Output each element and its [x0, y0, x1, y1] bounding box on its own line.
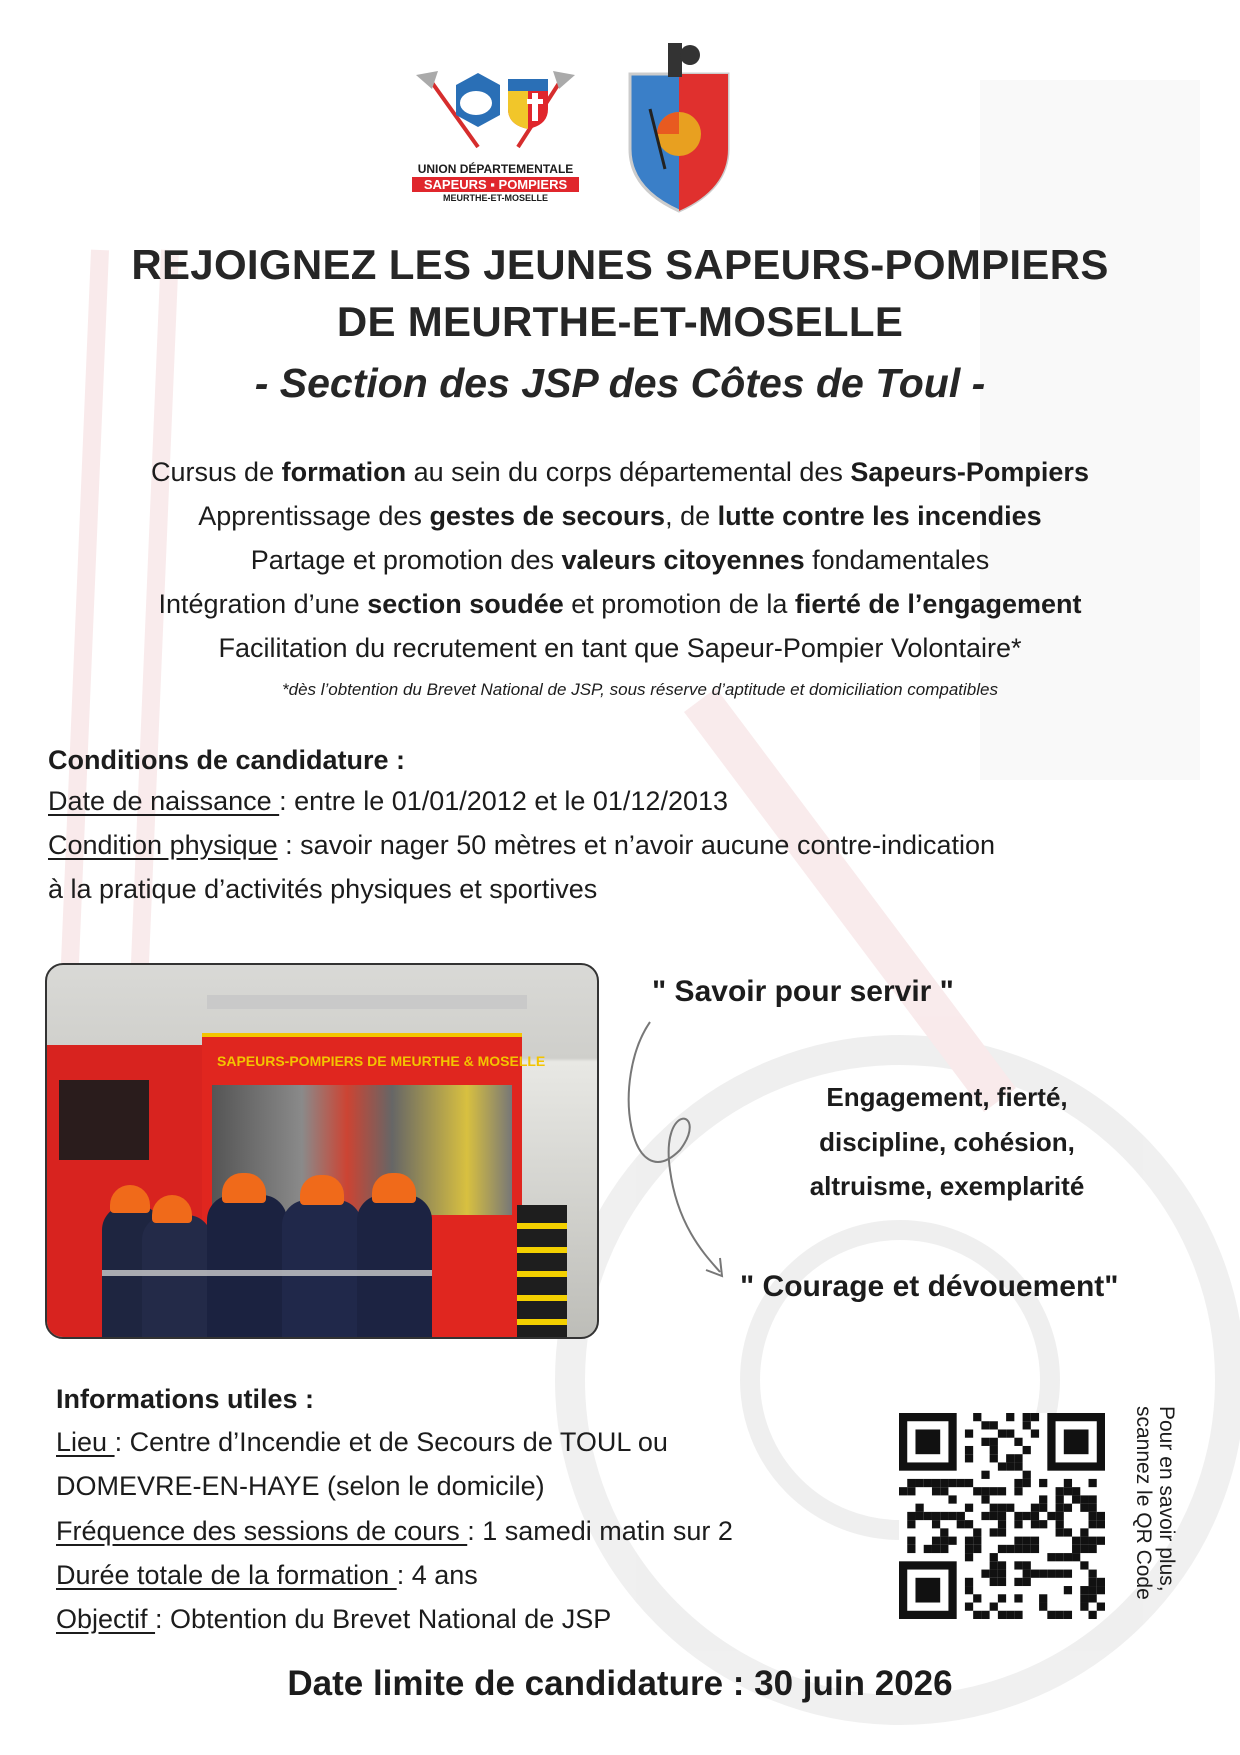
qr-module	[998, 1462, 1006, 1470]
value-line-2: discipline, cohésion,	[819, 1127, 1075, 1157]
qr-module	[990, 1421, 998, 1429]
qr-module	[1039, 1570, 1047, 1578]
shield-icon	[620, 39, 738, 214]
place-value: : Centre d’Incendie et de Secours de TOUL ou	[114, 1427, 668, 1457]
qr-module	[1089, 1586, 1097, 1594]
qr-module	[1097, 1537, 1105, 1545]
qr-finder	[915, 1578, 940, 1603]
qr-module	[973, 1594, 981, 1602]
qr-module	[981, 1512, 989, 1520]
qr-module	[1023, 1479, 1031, 1487]
qr-module	[940, 1545, 948, 1553]
union-region: MEURTHE-ET-MOSELLE	[443, 193, 548, 203]
qr-module	[998, 1512, 1006, 1520]
duration-value: : 4 ans	[396, 1560, 478, 1590]
qr-module	[990, 1446, 998, 1454]
qr-module	[1089, 1578, 1097, 1586]
qr-module	[1014, 1520, 1022, 1528]
place-label: Lieu	[56, 1427, 115, 1457]
qr-module	[973, 1487, 981, 1495]
qr-module	[1064, 1570, 1072, 1578]
qr-module	[1089, 1570, 1097, 1578]
qr-module	[1031, 1429, 1039, 1437]
benefit-line	[0, 499, 1240, 533]
qr-module	[1080, 1495, 1088, 1503]
qr-module	[924, 1545, 932, 1553]
qr-module	[1039, 1479, 1047, 1487]
qr-module	[1064, 1528, 1072, 1536]
qr-module	[1014, 1454, 1022, 1462]
qr-module	[1089, 1479, 1097, 1487]
qr-module	[1097, 1520, 1105, 1528]
qr-module	[990, 1438, 998, 1446]
qr-module	[1023, 1421, 1031, 1429]
birth-date-label: Date de naissance	[48, 786, 280, 816]
qr-module	[965, 1429, 973, 1437]
qr-module	[957, 1512, 965, 1520]
qr-caption-line1: Pour en savoir plus,	[1155, 1406, 1178, 1592]
qr-module	[1080, 1504, 1088, 1512]
union-subtitle: SAPEURS ▪ POMPIERS	[412, 177, 579, 192]
qr-module	[907, 1479, 915, 1487]
qr-module	[1072, 1495, 1080, 1503]
qr-module	[1006, 1429, 1014, 1437]
qr-module	[1080, 1528, 1088, 1536]
info-duration	[56, 1560, 478, 1591]
benefit-line	[0, 587, 1240, 621]
physical-condition	[48, 830, 995, 861]
qr-module	[1056, 1495, 1064, 1503]
physical-value: : savoir nager 50 mètres et n’avoir aucune contre-indication	[277, 830, 996, 860]
qr-module	[1023, 1471, 1031, 1479]
firefighters	[102, 1195, 432, 1339]
qr-module	[1064, 1611, 1072, 1619]
qr-module	[1047, 1611, 1055, 1619]
application-deadline: Date limite de candidature : 30 juin 2026	[287, 1664, 953, 1703]
qr-module	[965, 1586, 973, 1594]
qr-module	[1014, 1611, 1022, 1619]
qr-module	[1031, 1413, 1039, 1421]
qr-module	[915, 1504, 923, 1512]
benefit-text: Apprentissage des	[198, 501, 430, 531]
qr-module	[1014, 1462, 1022, 1470]
goal-value: : Obtention du Brevet National de JSP	[155, 1604, 612, 1634]
qr-module	[1031, 1570, 1039, 1578]
page-title-line2: DE MEURTHE-ET-MOSELLE	[336, 298, 904, 345]
curved-arrow-icon	[620, 1000, 760, 1300]
frequency-value: : 1 samedi matin sur 2	[467, 1516, 733, 1546]
qr-module	[1080, 1545, 1088, 1553]
qr-module	[1006, 1504, 1014, 1512]
qr-module	[1097, 1578, 1105, 1586]
qr-module	[948, 1537, 956, 1545]
qr-module	[1097, 1603, 1105, 1611]
qr-module	[1072, 1545, 1080, 1553]
qr-module	[1023, 1413, 1031, 1421]
qr-module	[1056, 1504, 1064, 1512]
fire-truck-photo	[45, 963, 599, 1339]
qr-module	[965, 1446, 973, 1454]
qr-caption-line2: scannez le QR Code	[1132, 1406, 1155, 1600]
qr-module	[1023, 1561, 1031, 1569]
benefit-emphasis: Sapeurs-Pompiers	[850, 457, 1089, 487]
qr-module	[973, 1611, 981, 1619]
qr-module	[924, 1512, 932, 1520]
qr-module	[907, 1545, 915, 1553]
frequency-label: Fréquence des sessions de cours	[56, 1516, 468, 1546]
jsp-shield-logo	[620, 39, 738, 214]
motto-top: " Savoir pour servir "	[652, 975, 954, 1008]
value-line-1: Engagement, fierté,	[826, 1082, 1068, 1112]
qr-module	[1006, 1611, 1014, 1619]
physical-label: Condition physique	[48, 830, 278, 860]
qr-module	[1031, 1504, 1039, 1512]
qr-module	[1064, 1553, 1072, 1561]
benefit-emphasis: section soudée	[367, 589, 564, 619]
qr-module	[1072, 1553, 1080, 1561]
page-subtitle: - Section des JSP des Côtes de Toul -	[254, 360, 986, 406]
qr-module	[998, 1594, 1006, 1602]
qr-module	[990, 1603, 998, 1611]
info-place	[56, 1427, 668, 1458]
qr-module	[998, 1528, 1006, 1536]
qr-module	[924, 1479, 932, 1487]
qr-module	[1089, 1611, 1097, 1619]
info-frequency	[56, 1516, 733, 1547]
benefits-list	[0, 455, 1240, 675]
qr-module	[1023, 1537, 1031, 1545]
birth-date-condition	[48, 786, 728, 817]
qr-module	[965, 1553, 973, 1561]
qr-module	[1089, 1545, 1097, 1553]
qr-module	[1089, 1520, 1097, 1528]
qr-finder	[1064, 1429, 1089, 1454]
qr-module	[1014, 1487, 1022, 1495]
qr-module	[1023, 1570, 1031, 1578]
qr-module	[1031, 1512, 1039, 1520]
turnout-gear	[517, 1205, 567, 1339]
qr-module	[1014, 1594, 1022, 1602]
qr-module	[1006, 1413, 1014, 1421]
qr-module	[1039, 1520, 1047, 1528]
qr-finder	[915, 1429, 940, 1454]
qr-module	[1014, 1545, 1022, 1553]
duration-label: Durée totale de la formation	[56, 1560, 397, 1590]
union-departementale-logo	[408, 67, 583, 203]
info-goal	[56, 1604, 611, 1635]
qr-module	[1056, 1570, 1064, 1578]
benefit-text: Cursus de	[151, 457, 282, 487]
qr-module	[990, 1512, 998, 1520]
qr-module	[940, 1512, 948, 1520]
qr-module	[965, 1578, 973, 1586]
goal-label: Objectif	[56, 1604, 156, 1634]
qr-module	[1056, 1512, 1064, 1520]
qr-module	[981, 1438, 989, 1446]
qr-module	[990, 1528, 998, 1536]
benefit-emphasis: gestes de secours	[429, 501, 666, 531]
qr-module	[1014, 1438, 1022, 1446]
qr-module	[990, 1570, 998, 1578]
qr-module	[1014, 1537, 1022, 1545]
truck-lettering: SAPEURS-POMPIERS DE MEURTHE & MOSELLE	[217, 1053, 546, 1069]
info-place-cont: DOMEVRE-EN-HAYE (selon le domicile)	[56, 1471, 545, 1501]
footnote: *dès l’obtention du Brevet National de JSP, sous réserve d’aptitude et domiciliation compatibles	[282, 680, 998, 699]
qr-module	[907, 1487, 915, 1495]
page-title-line1: REJOIGNEZ LES JEUNES SAPEURS-POMPIERS	[131, 241, 1109, 288]
qr-module	[1080, 1537, 1088, 1545]
benefit-text: Partage et promotion des	[250, 545, 562, 575]
qr-caption	[1128, 1406, 1178, 1636]
qr-module	[1056, 1553, 1064, 1561]
qr-module	[1064, 1586, 1072, 1594]
qr-module	[907, 1537, 915, 1545]
qr-module	[965, 1545, 973, 1553]
qr-module	[990, 1561, 998, 1569]
qr-module	[899, 1487, 907, 1495]
qr-module	[998, 1570, 1006, 1578]
qr-module	[1014, 1561, 1022, 1569]
qr-module	[1072, 1537, 1080, 1545]
qr-module	[940, 1528, 948, 1536]
qr-module	[1072, 1487, 1080, 1495]
qr-module	[990, 1487, 998, 1495]
qr-module	[981, 1421, 989, 1429]
qr-module	[990, 1553, 998, 1561]
physical-condition-cont: à la pratique d’activités physiques et sportives	[48, 874, 598, 904]
benefit-emphasis: formation	[281, 457, 407, 487]
qr-module	[981, 1570, 989, 1578]
qr-module	[940, 1479, 948, 1487]
qr-module	[1097, 1512, 1105, 1520]
qr-module	[1023, 1545, 1031, 1553]
benefit-text: , de	[665, 501, 718, 531]
qr-module	[1039, 1594, 1047, 1602]
qr-module	[973, 1413, 981, 1421]
union-title: UNION DÉPARTEMENTALE	[417, 162, 574, 176]
qr-module	[973, 1528, 981, 1536]
qr-module	[948, 1495, 956, 1503]
conditions-heading: Conditions de candidature :	[48, 745, 406, 775]
qr-module	[1056, 1611, 1064, 1619]
qr-module	[1056, 1528, 1064, 1536]
qr-code[interactable]	[899, 1413, 1105, 1619]
info-heading: Informations utiles :	[56, 1384, 315, 1414]
qr-module	[1014, 1479, 1022, 1487]
benefit-line	[0, 543, 1240, 577]
qr-module	[998, 1611, 1006, 1619]
motto-bottom: " Courage et dévouement"	[740, 1270, 1119, 1303]
qr-module	[940, 1537, 948, 1545]
qr-module	[1080, 1586, 1088, 1594]
qr-module	[998, 1429, 1006, 1437]
ladder	[207, 995, 527, 1009]
qr-module	[907, 1520, 915, 1528]
qr-module	[1089, 1495, 1097, 1503]
qr-module	[1080, 1594, 1088, 1602]
qr-module	[990, 1578, 998, 1586]
benefit-text: Facilitation du recrutement en tant que Sapeur-Pompier Volontaire*	[218, 633, 1022, 663]
benefit-line	[0, 455, 1240, 489]
qr-module	[990, 1504, 998, 1512]
qr-module	[1097, 1586, 1105, 1594]
qr-module	[990, 1454, 998, 1462]
qr-module	[1031, 1537, 1039, 1545]
qr-module	[973, 1537, 981, 1545]
benefit-emphasis: valeurs citoyennes	[561, 545, 805, 575]
qr-module	[981, 1611, 989, 1619]
qr-module	[965, 1479, 973, 1487]
qr-module	[1031, 1545, 1039, 1553]
qr-module	[1031, 1520, 1039, 1528]
qr-module	[1089, 1504, 1097, 1512]
qr-module	[915, 1479, 923, 1487]
qr-module	[1080, 1561, 1088, 1569]
qr-module	[965, 1537, 973, 1545]
qr-module	[1006, 1545, 1014, 1553]
birth-date-value: : entre le 01/01/2012 et le 01/12/2013	[279, 786, 729, 816]
benefit-line	[0, 631, 1240, 665]
qr-module	[1006, 1454, 1014, 1462]
union-emblem-icon	[408, 67, 583, 157]
qr-module	[957, 1520, 965, 1528]
qr-module	[1014, 1578, 1022, 1586]
qr-module	[998, 1504, 1006, 1512]
qr-module	[948, 1512, 956, 1520]
benefit-emphasis: fierté de l’engagement	[794, 589, 1082, 619]
qr-module	[1064, 1504, 1072, 1512]
value-line-3: altruisme, exemplarité	[809, 1171, 1085, 1201]
qr-module	[1089, 1512, 1097, 1520]
qr-module	[1064, 1479, 1072, 1487]
qr-module	[932, 1520, 940, 1528]
qr-module	[1039, 1603, 1047, 1611]
qr-module	[1089, 1537, 1097, 1545]
benefit-emphasis: lutte contre les incendies	[717, 501, 1042, 531]
qr-module	[998, 1561, 1006, 1569]
qr-module	[1064, 1487, 1072, 1495]
qr-module	[1047, 1553, 1055, 1561]
qr-module	[932, 1487, 940, 1495]
qr-module	[998, 1487, 1006, 1495]
qr-module	[965, 1603, 973, 1611]
qr-module	[973, 1545, 981, 1553]
qr-module	[998, 1545, 1006, 1553]
qr-module	[1014, 1512, 1022, 1520]
benefit-text: fondamentales	[804, 545, 990, 575]
qr-module	[932, 1479, 940, 1487]
benefit-text: et promotion de la	[563, 589, 795, 619]
qr-module	[998, 1520, 1006, 1528]
qr-module	[932, 1537, 940, 1545]
qr-module	[1080, 1603, 1088, 1611]
benefit-text: au sein du corps départemental des	[406, 457, 851, 487]
qr-module	[965, 1520, 973, 1528]
qr-module	[932, 1545, 940, 1553]
qr-module	[965, 1454, 973, 1462]
qr-module	[1047, 1512, 1055, 1520]
qr-module	[1006, 1462, 1014, 1470]
qr-module	[1039, 1495, 1047, 1503]
qr-module	[1047, 1570, 1055, 1578]
truck-window	[59, 1080, 149, 1160]
qr-module	[1089, 1594, 1097, 1602]
qr-module	[1023, 1446, 1031, 1454]
qr-module	[965, 1504, 973, 1512]
qr-module	[998, 1578, 1006, 1586]
qr-module	[907, 1512, 915, 1520]
qr-module	[1023, 1512, 1031, 1520]
qr-module	[981, 1471, 989, 1479]
qr-module	[915, 1512, 923, 1520]
qr-module	[1056, 1487, 1064, 1495]
qr-module	[957, 1479, 965, 1487]
qr-module	[1039, 1504, 1047, 1512]
qr-module	[932, 1512, 940, 1520]
benefit-text: Intégration d’une	[158, 589, 368, 619]
qr-module	[981, 1495, 989, 1503]
qr-module	[1056, 1520, 1064, 1528]
qr-module	[948, 1479, 956, 1487]
qr-module	[981, 1487, 989, 1495]
qr-module	[940, 1487, 948, 1495]
qr-module	[1023, 1578, 1031, 1586]
